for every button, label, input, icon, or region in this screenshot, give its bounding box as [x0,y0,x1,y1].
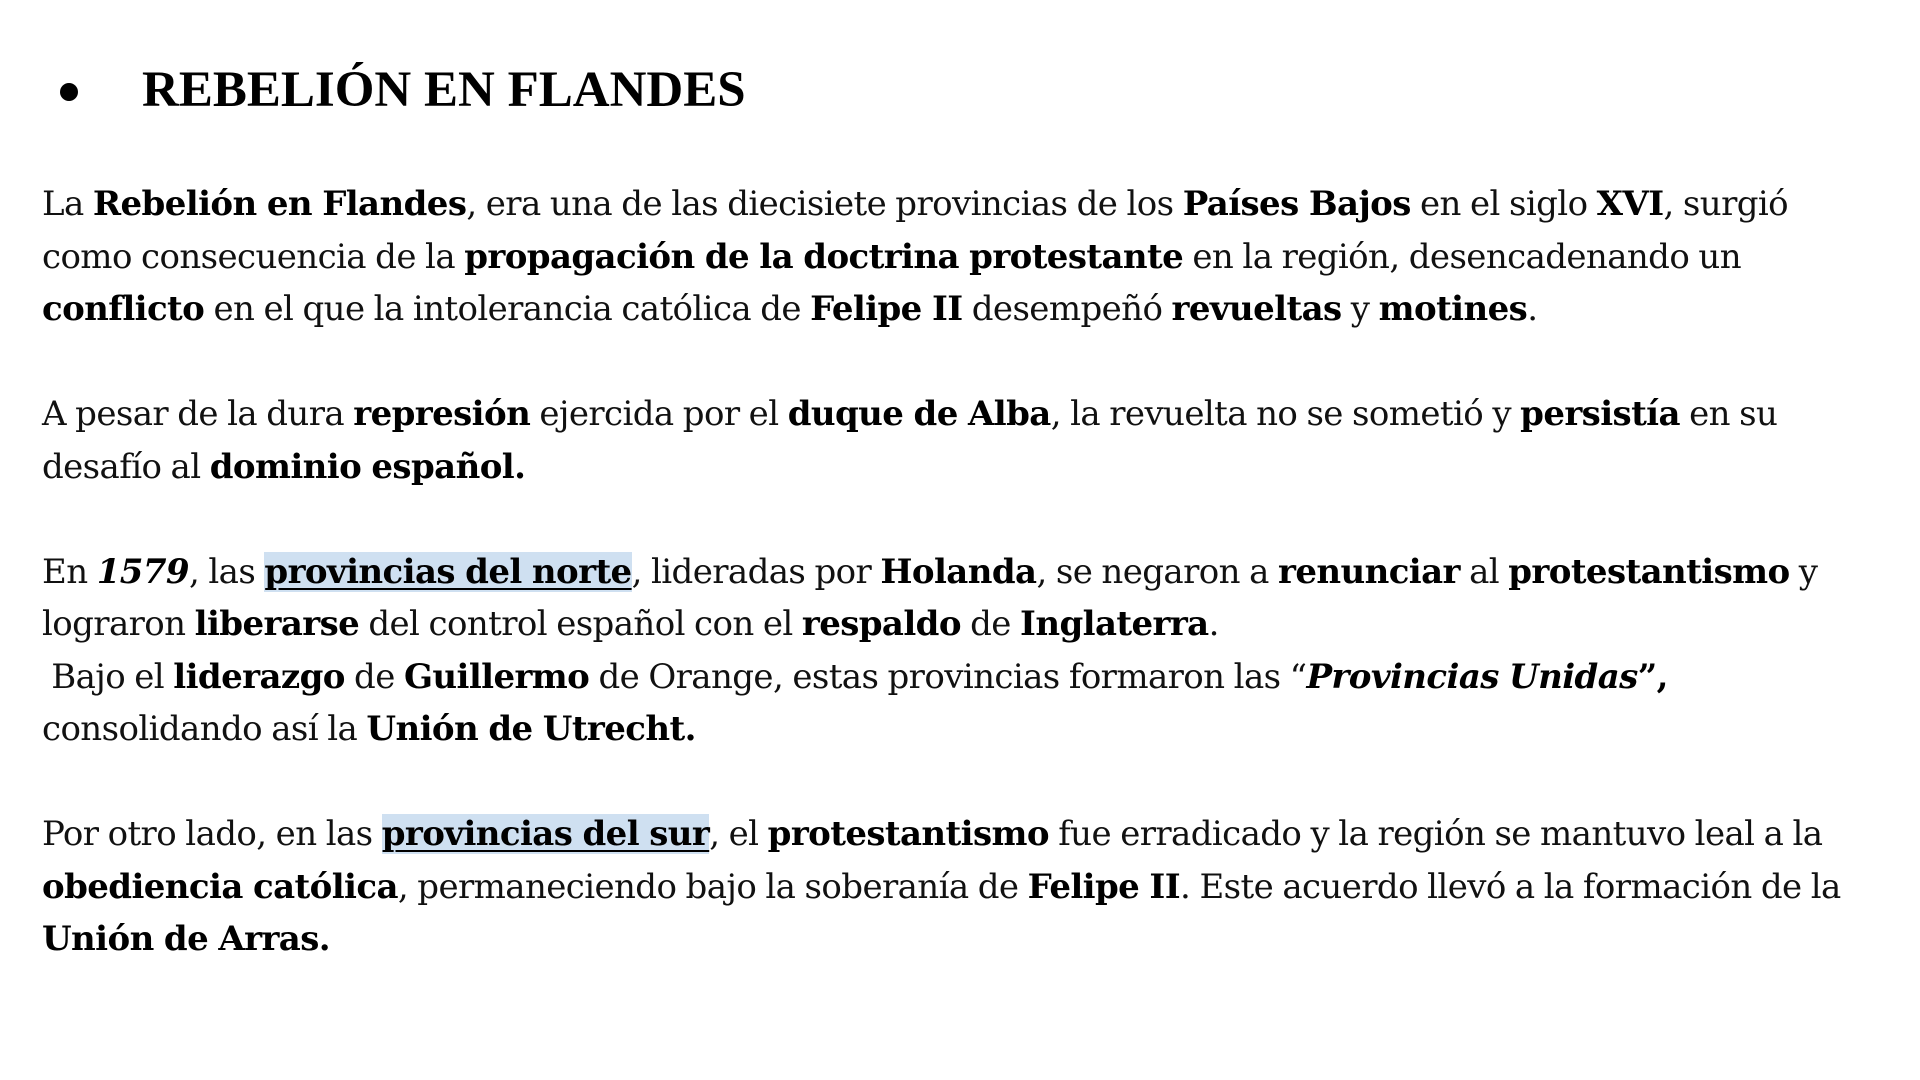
highlighted-link[interactable]: provincias del norte [264,551,632,592]
bullet-icon [60,83,78,101]
bold-term: motines [1378,289,1528,329]
text-run: . [1208,604,1219,644]
text-run: desempeñó [962,289,1172,329]
italic-term: Provincias Unidas [1306,656,1638,697]
bold-term: protestantismo [767,814,1049,854]
bold-term: liberarse [194,604,360,644]
text-run: de [960,604,1021,644]
bold-term: represión [353,394,531,434]
section-heading [60,58,746,122]
paragraph-line [42,231,1902,284]
text-run: , era una de las diecisiete provincias de los [466,184,1183,224]
year-term: 1579 [96,551,189,592]
bold-term: Felipe II [1027,866,1181,907]
text-run: y [1789,551,1818,592]
text-run: . Este acuerdo llevó a la formación de la [1180,866,1841,907]
bold-term: renunciar [1278,551,1460,592]
bold-term: ”, [1637,656,1668,697]
paragraph-line [42,546,1902,599]
paragraph-line [42,441,1902,494]
paragraph-3 [42,546,1902,756]
paragraph-2 [42,388,1902,493]
paragraph-line [42,861,1902,914]
text-run: en su [1679,394,1778,434]
heading-text: REBELIÓN EN FLANDES [142,62,746,118]
text-run: Por otro lado, en las [42,814,382,854]
text-run: lograron [42,604,195,644]
paragraph-line [42,913,1902,966]
text-run: Bajo el [42,656,174,697]
text-run: desafío al [42,446,210,487]
text-run: , la revuelta no se sometió y [1050,394,1521,434]
text-run: de Orange, estas provincias formaron las “ [589,656,1307,697]
bold-term: Guillermo [403,656,590,697]
text-run: En [42,551,97,592]
paragraph-line [42,598,1902,651]
text-run: . [1527,289,1538,329]
bold-term: Holanda [880,551,1037,592]
bold-term: dominio español. [209,446,526,487]
bold-term: Inglaterra [1020,604,1209,644]
bold-term: Países Bajos [1182,184,1411,224]
text-run: , el [709,814,768,854]
bold-term: respaldo [801,604,961,644]
bold-term: revueltas [1171,289,1342,329]
highlighted-link[interactable]: provincias del sur [381,814,710,854]
text-run: en el que la intolerancia católica de [204,289,811,329]
bold-term: Unión de Utrecht. [366,709,696,749]
bold-term: Unión de Arras. [42,919,330,959]
text-run: fue erradicado y la región se mantuvo leal a la [1048,814,1823,854]
bold-term: protestantismo [1508,551,1790,592]
text-run: , lideradas por [631,551,881,592]
bold-term: obediencia católica [42,866,398,907]
paragraph-line [42,178,1902,231]
paragraph-line [42,283,1902,336]
text-run: como consecuencia de la [42,236,465,277]
paragraph-line [42,651,1902,704]
bold-term: liderazgo [173,656,345,697]
text-run: La [42,184,93,224]
bold-term: Felipe II [810,289,963,329]
bold-term: Rebelión en Flandes [92,184,467,224]
text-run: , surgió [1663,184,1789,224]
text-run: en el siglo [1410,184,1597,224]
bold-term: XVI [1596,184,1664,224]
text-run: al [1459,551,1509,592]
paragraph-4 [42,808,1902,966]
text-run: , las [188,551,265,592]
bold-term: propagación de la doctrina protestante [464,236,1184,277]
bold-term: duque de Alba [787,394,1051,434]
text-run: en la región, desencadenando un [1183,236,1742,277]
bold-term: persistía [1520,394,1680,434]
paragraph-line [42,808,1902,861]
bold-term: conflicto [42,289,205,329]
text-run: consolidando así la [42,709,367,749]
text-run: , permaneciendo bajo la soberanía de [397,866,1028,907]
text-run: de [344,656,404,697]
paragraph-line [42,388,1902,441]
text-run: , se negaron a [1036,551,1278,592]
text-run: y [1341,289,1379,329]
paragraph-line [42,703,1902,756]
document-body [42,178,1902,1018]
paragraph-1 [42,178,1902,336]
text-run: del control español con el [359,604,802,644]
text-run: A pesar de la dura [42,394,354,434]
text-run: ejercida por el [530,394,788,434]
